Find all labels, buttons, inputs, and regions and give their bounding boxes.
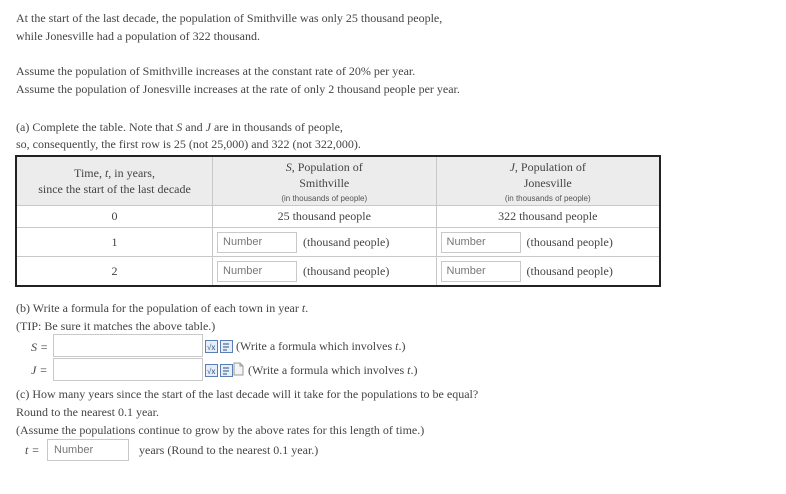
part-b-line-1 xyxy=(16,301,308,316)
intro-line-3: Assume the population of Smithville increases at the constant rate of 20% per year. xyxy=(16,64,416,78)
intro-line-4: Assume the population of Jonesville increases at the rate of only 2 thousand people per year. xyxy=(16,82,460,96)
smithville-input-t2[interactable]: Number xyxy=(217,261,297,282)
smithville-cell xyxy=(213,257,436,287)
part-c-line-1: (c) How many years since the start of the last decade will it take for the populations to be equal? xyxy=(16,387,479,401)
time-cell: 1 xyxy=(16,228,213,257)
j-formula-hint: (Write a formula which involves t.) xyxy=(248,363,418,377)
part-c-line-3: (Assume the populations continue to grow by the above rates for this length of time.) xyxy=(16,423,425,437)
time-cell: 2 xyxy=(16,257,213,287)
var-s: S xyxy=(176,120,183,134)
intro-line-2: while Jonesville had a population of 322 thousand. xyxy=(16,29,260,43)
document-icon[interactable] xyxy=(233,362,244,376)
var-t: t xyxy=(301,301,306,315)
smithville-value: 25 thousand people xyxy=(213,206,436,228)
table-row xyxy=(16,228,660,257)
part-a-line-1 xyxy=(16,120,343,135)
var-j: J xyxy=(205,120,211,134)
formula-editor-icon[interactable] xyxy=(205,364,235,378)
part-a-text: (a) Complete the table. Note that xyxy=(16,120,177,134)
unit-label: (thousand people) xyxy=(526,234,613,249)
header-jonesville: J, Population of Jonesville (in thousands of people) xyxy=(436,156,660,206)
s-formula-hint: (Write a formula which involves t.) xyxy=(236,339,406,353)
unit-label: (thousand people) xyxy=(303,234,390,249)
part-b-text: . xyxy=(305,301,309,315)
unit-label: (thousand people) xyxy=(303,263,390,278)
part-b-line-2: (TIP: Be sure it matches the above table.) xyxy=(16,319,216,333)
population-table xyxy=(15,155,661,287)
j-formula-input[interactable] xyxy=(53,358,203,381)
part-a-text: are in thousands of people, xyxy=(210,120,343,134)
part-b-text: (b) Write a formula for the population of each town in year xyxy=(16,301,302,315)
t-suffix: years (Round to the nearest 0.1 year.) xyxy=(139,443,319,457)
time-cell: 0 xyxy=(16,206,213,228)
part-c-line-2: Round to the nearest 0.1 year. xyxy=(16,405,159,419)
jonesville-value: 322 thousand people xyxy=(436,206,660,228)
table-row xyxy=(16,257,660,287)
header-smithville: S, Population of Smithville (in thousands of people) xyxy=(213,156,436,206)
table-header-row xyxy=(16,156,660,206)
t-label: t = xyxy=(25,443,40,457)
jonesville-input-t1[interactable]: Number xyxy=(441,232,521,253)
unit-label: (thousand people) xyxy=(526,263,613,278)
header-time: Time, t, in years, since the start of the last decade xyxy=(16,156,213,206)
s-formula-label: S = xyxy=(31,340,49,354)
j-formula-label: J = xyxy=(31,363,48,377)
smithville-cell xyxy=(213,228,436,257)
t-answer-input[interactable]: Number xyxy=(47,439,129,461)
table-row xyxy=(16,206,660,228)
part-a-line-2: so, consequently, the first row is 25 (not 25,000) and 322 (not 322,000). xyxy=(16,137,361,151)
formula-editor-icon[interactable] xyxy=(205,340,235,354)
jonesville-cell xyxy=(436,228,660,257)
intro-line-1: At the start of the last decade, the population of Smithville was only 25 thousand people, xyxy=(16,11,443,25)
jonesville-cell xyxy=(436,257,660,287)
s-formula-input[interactable] xyxy=(53,334,203,357)
part-a-text: and xyxy=(182,120,206,134)
svg-text:√x: √x xyxy=(207,343,216,352)
smithville-input-t1[interactable]: Number xyxy=(217,232,297,253)
jonesville-input-t2[interactable]: Number xyxy=(441,261,521,282)
svg-text:√x: √x xyxy=(207,367,216,376)
